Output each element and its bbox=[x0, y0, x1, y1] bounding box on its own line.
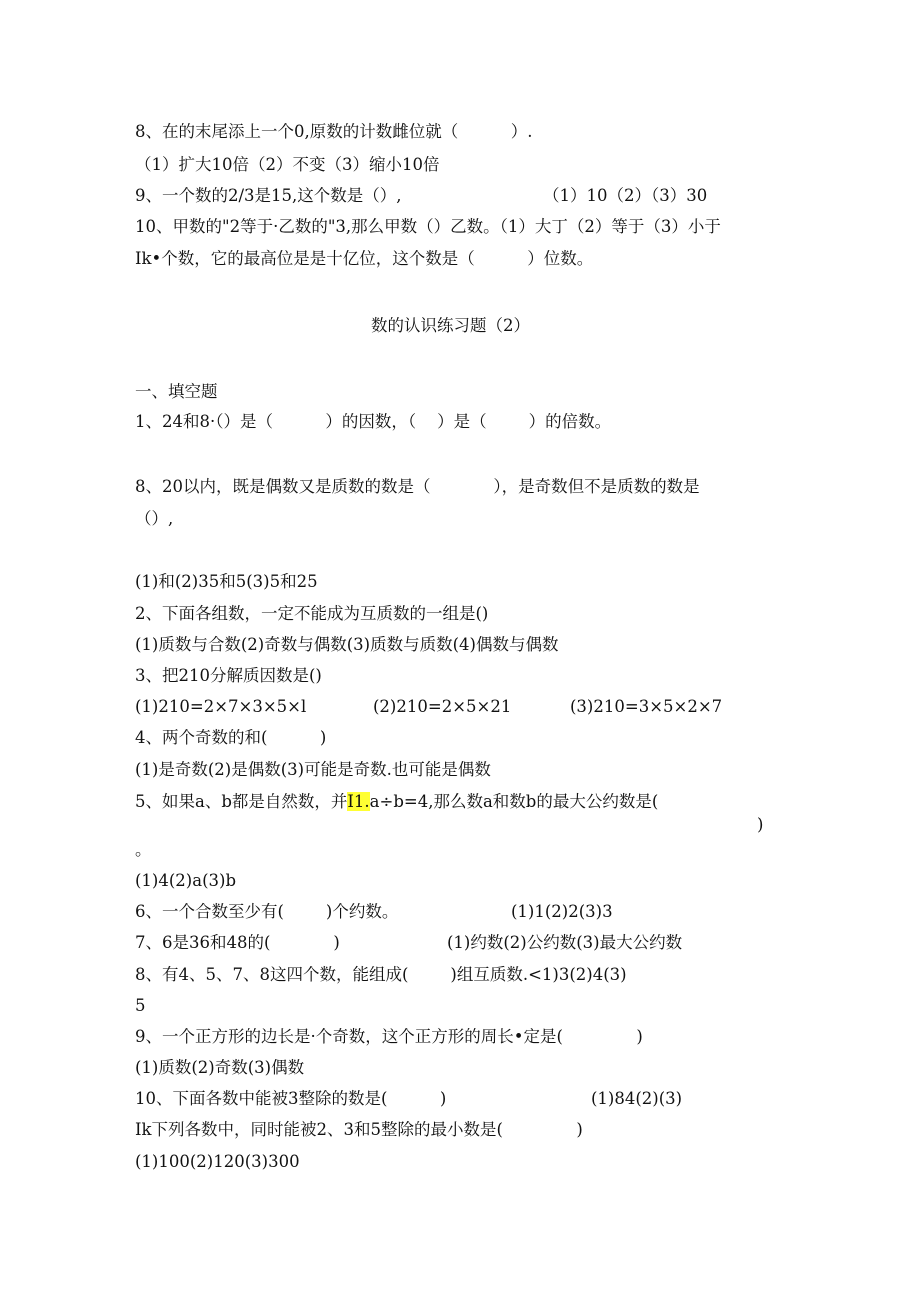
question-11-text: Ik•个数，它的最高位是是十亿位，这个数是（ ）位数。 bbox=[135, 249, 594, 268]
choice-question-7-options: (1)约数(2)公约数(3)最大公约数 bbox=[447, 933, 683, 952]
question-8-text: 8、在的末尾添上一个0,原数的计数雌位就（ ）. bbox=[135, 122, 533, 141]
section-heading: 一、填空题 bbox=[135, 382, 218, 401]
choice-question-3: 3、把210分解质因数是() bbox=[135, 666, 322, 685]
choice-question-5-text-start: 5、如果a、b都是自然数，并 bbox=[135, 792, 348, 811]
choice-question-5-close-paren: ) bbox=[757, 815, 764, 834]
choice-question-10: 10、下面各数中能被3整除的数是( ) bbox=[135, 1089, 447, 1108]
section-title: 数的认识练习题（2） bbox=[371, 316, 530, 335]
choice-question-5-options: (1)4(2)a(3)b bbox=[135, 871, 237, 890]
question-9-options: （1）10（2）（3）30 bbox=[543, 186, 708, 205]
choice-question-2-options: (1)质数与合数(2)奇数与偶数(3)质数与质数(4)偶数与偶数 bbox=[135, 635, 559, 654]
fill-question-8-continued: （）, bbox=[135, 509, 174, 528]
choice-question-4: 4、两个奇数的和( ) bbox=[135, 728, 327, 747]
choice-question-2: 2、下面各组数，一定不能成为互质数的一组是() bbox=[135, 604, 489, 623]
choice-question-7: 7、6是36和48的( ) bbox=[135, 933, 340, 952]
choice-question-6: 6、一个合数至少有( )个约数。 bbox=[135, 902, 399, 921]
choice-question-3-option-1: (1)210=2×7×3×5×l bbox=[135, 697, 307, 716]
choice-question-3-option-2: (2)210=2×5×21 bbox=[373, 697, 512, 716]
choice-question-11-options: (1)100(2)120(3)300 bbox=[135, 1152, 300, 1171]
choice-question-6-options: (1)1(2)2(3)3 bbox=[511, 902, 613, 921]
choice-question-5-text-end: a÷b=4,那么数a和数b的最大公约数是( bbox=[369, 792, 659, 811]
choice-question-8: 8、有4、5、7、8这四个数，能组成( )组互质数.<1)3(2)4(3) bbox=[135, 965, 627, 984]
question-8-options: （1）扩大10倍（2）不变（3）缩小10倍 bbox=[135, 155, 440, 174]
question-10-text: 10、甲数的"2等于·乙数的"3,那么甲数（）乙数。（1）大丁（2）等于（3）小于 bbox=[135, 217, 721, 236]
choice-question-9-options: (1)质数(2)奇数(3)偶数 bbox=[135, 1058, 305, 1077]
fill-question-8: 8、20以内，既是偶数又是质数的数是（ ），是奇数但不是质数的数是 bbox=[135, 477, 700, 496]
question-9-text: 9、一个数的2/3是15,这个数是（）, bbox=[135, 186, 402, 205]
choice-question-5 bbox=[135, 792, 658, 812]
highlighted-text: I1. bbox=[347, 792, 370, 811]
choice-question-10-options: (1)84(2)(3) bbox=[591, 1089, 683, 1108]
choice-question-3-option-3: (3)210=3×5×2×7 bbox=[570, 697, 723, 716]
choice-question-11: Ik下列各数中，同时能被2、3和5整除的最小数是( ) bbox=[135, 1120, 583, 1139]
choice-question-4-options: (1)是奇数(2)是偶数(3)可能是奇数.也可能是偶数 bbox=[135, 760, 491, 779]
choice-question-8-continued: 5 bbox=[135, 996, 146, 1015]
choice-question-5-end: 。 bbox=[135, 840, 152, 859]
choice-line-1: (1)和(2)35和5(3)5和25 bbox=[135, 572, 318, 591]
choice-question-9: 9、一个正方形的边长是·个奇数，这个正方形的周长•定是( ) bbox=[135, 1027, 643, 1046]
fill-question-1: 1、24和8·（）是（ ）的因数，（ ）是（ ）的倍数。 bbox=[135, 412, 612, 431]
